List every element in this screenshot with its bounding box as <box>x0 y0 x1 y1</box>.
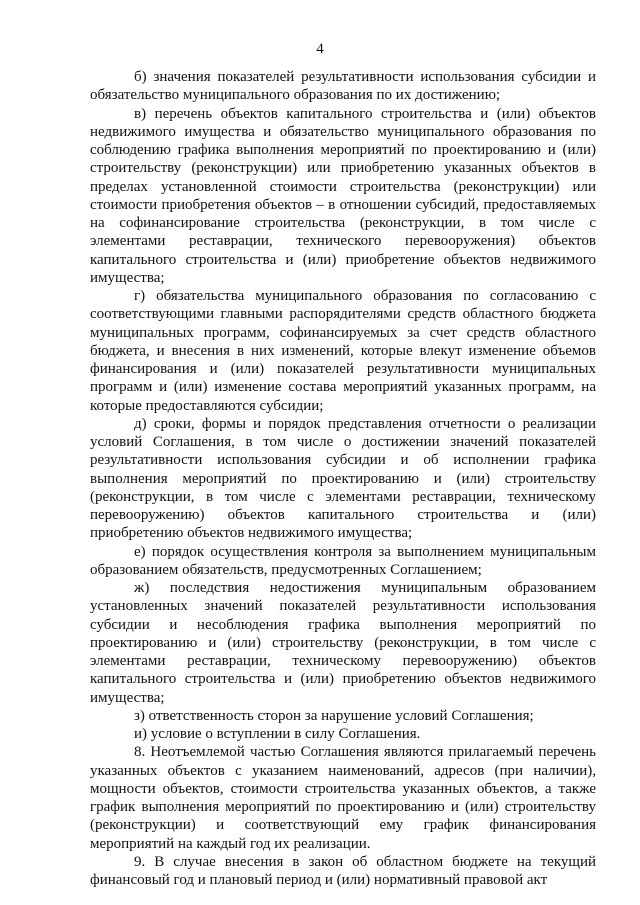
paragraph-i: и) условие о вступлении в силу Соглашения. <box>134 726 421 742</box>
body-text <box>90 68 596 889</box>
paragraph-zh: ж) последствия недостижения муниципальным образованием установленных значений показателей результативности использования субсидии и несоблюдения графика выполнения мероприятий по проектированию и (или) строительству (реконструкции, в том числе с элементами реставрации, техническому перевооружению) объектов капитального строительства и (или) приобретению объектов недвижимого имущества; <box>90 580 596 706</box>
paragraph-e: е) порядок осуществления контроля за выполнением муниципальным образованием обязательств, предусмотренных Соглашением; <box>90 543 596 578</box>
paragraph-9: 9. В случае внесения в закон об областном бюджете на текущий финансовый год и плановый период и (или) нормативный правовой акт <box>90 853 596 888</box>
paragraph-d: д) сроки, формы и порядок представления отчетности о реализации условий Соглашения, в том числе о достижении значений показателей результативности использования субсидии и об исполнении графика выполнения мероприятий по проектированию и (или) строительству (реконструкции, в том числе с элементами реставрации, техническому перевооружению) объектов капитального строительства и (или) приобретению объектов недвижимого имущества; <box>90 415 596 542</box>
paragraph-8: 8. Неотъемлемой частью Соглашения являются прилагаемый перечень указанных объектов с указанием наименований, адресов (при наличии), мощности объектов, стоимости строительства указанных объектов, а также график выполнения мероприятий по проектированию и (или) строительству (реконструкции) и соответствующий ему график финансирования мероприятий на каждый год их реализации. <box>90 744 596 852</box>
paragraph-b: б) значения показателей результативности использования субсидии и обязательство муниципального образования по их достижению; <box>90 69 596 104</box>
paragraph-z: з) ответственность сторон за нарушение условий Соглашения; <box>134 707 534 724</box>
page-number: 4 <box>316 41 324 57</box>
paragraph-v: в) перечень объектов капитального строительства и (или) объектов недвижимого имущества и обязательство муниципального образования по соблюдению графика выполнения мероприятий по проектированию и (или) строительству (реконструкции) или приобретению указанных объектов в пределах установленной стоимости строительства (реконструкции) или стоимости приобретения объектов – в отношении субсидий, предоставляемых на софинансирование строительства (реконструкции, в том числе с элементами реставрации, технического перевооружения) объектов капитального строительства и (или) приобретение объектов недвижимого имущества; <box>90 105 596 286</box>
paragraph-g: г) обязательства муниципального образования по согласованию с соответствующими главными распорядителями средств областного бюджета муниципальных программ, софинансируемых за счет средств областного бюджета, и внесения в них изменений, которые влекут изменение объемов финансирования и (или) показателей результативности муниципальных программ и (или) изменение состава мероприятий указанных программ, на которые предоставляются субсидии; <box>90 288 596 414</box>
